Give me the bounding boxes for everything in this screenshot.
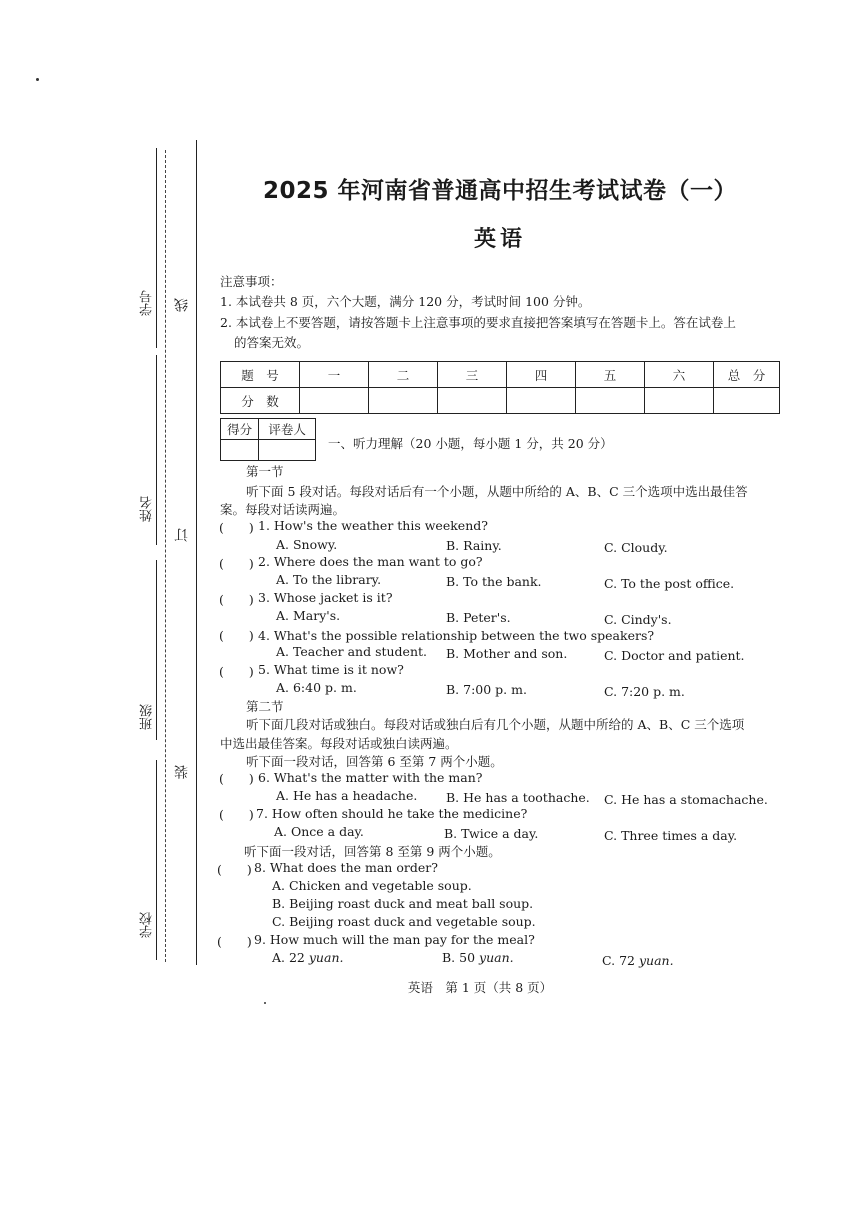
- answer-bracket[interactable]: ( ): [219, 628, 254, 643]
- option-b: B. To the bank.: [446, 574, 542, 589]
- option-c: C. He has a stomachache.: [604, 792, 768, 807]
- lead-in-8-9: 听下面一段对话，回答第 8 至第 9 两个小题。: [244, 844, 501, 859]
- score-cell[interactable]: [645, 388, 714, 414]
- answer-bracket[interactable]: ( ): [219, 592, 254, 607]
- option-a-value: A. 22: [272, 950, 305, 965]
- question-stem: 4. What's the possible relationship between the two speakers?: [258, 628, 655, 643]
- school-label: 学校: [140, 912, 155, 938]
- option-b: B. Twice a day.: [444, 826, 539, 841]
- notice-item-2-cont: 的答案无效。: [234, 335, 310, 350]
- option-b: B. 7:00 p. m.: [446, 682, 527, 697]
- answer-bracket[interactable]: ( ): [219, 664, 254, 679]
- scan-speck: [36, 78, 39, 81]
- option-a: A. Snowy.: [276, 537, 338, 552]
- option-a: A. Mary's.: [276, 608, 341, 623]
- option-c: [602, 953, 674, 968]
- question-stem: 2. Where does the man want to go?: [258, 554, 483, 569]
- option-a: A. Once a day.: [274, 824, 364, 839]
- score-table: [220, 361, 780, 414]
- option-c: C. Beijing roast duck and vegetable soup.: [272, 914, 536, 929]
- option-b-value: B. 50: [442, 950, 476, 965]
- option-c: C. Three times a day.: [604, 828, 738, 843]
- option-c: C. Cindy's.: [604, 612, 672, 627]
- option-b: B. He has a toothache.: [446, 790, 590, 805]
- lead-in-6-7: 听下面一段对话，回答第 6 至第 7 两个小题。: [246, 754, 503, 769]
- school-blank[interactable]: [156, 760, 157, 960]
- score-table-header-cell: 题 号: [221, 362, 300, 388]
- part1-instruction: 听下面 5 段对话。每段对话后有一个小题，从题中所给的 A、B、C 三个选项中选出最佳答: [246, 484, 748, 499]
- answer-bracket[interactable]: ( ): [219, 807, 254, 822]
- option-c: C. 7:20 p. m.: [604, 684, 685, 699]
- answer-bracket[interactable]: ( ): [219, 771, 254, 786]
- question-stem: 3. Whose jacket is it?: [258, 590, 393, 605]
- score-table-header-cell: 六: [645, 362, 714, 388]
- option-c: C. Cloudy.: [604, 540, 668, 555]
- question-stem: 7. How often should he take the medicine?: [256, 806, 528, 821]
- option-b: B. Mother and son.: [446, 646, 568, 661]
- option-a: [272, 950, 343, 965]
- score-cell[interactable]: [714, 388, 780, 414]
- notice-item-1: 1. 本试卷共 8 页，六个大题，满分 120 分，考试时间 100 分钟。: [220, 294, 591, 309]
- binding-dashed-line: [165, 150, 166, 962]
- name-blank[interactable]: [156, 355, 157, 545]
- score-table-header-cell: 四: [507, 362, 576, 388]
- score-cell[interactable]: [369, 388, 438, 414]
- binding-solid-line: [196, 140, 197, 965]
- student-id-label: 学号: [140, 290, 155, 316]
- option-b: B. Rainy.: [446, 538, 502, 553]
- part2-title: 第二节: [246, 699, 284, 714]
- cut-mark-bind: 订: [174, 528, 190, 542]
- name-label: 姓名: [140, 496, 155, 522]
- score-table-header-cell: 三: [438, 362, 507, 388]
- answer-bracket[interactable]: ( ): [219, 556, 254, 571]
- score-table-header-cell: 二: [369, 362, 438, 388]
- option-a: A. 6:40 p. m.: [276, 680, 357, 695]
- cut-mark-line: 线: [174, 298, 190, 312]
- score-table-header-cell: 一: [300, 362, 369, 388]
- grader-score-cell[interactable]: [221, 440, 259, 461]
- question-stem: 1. How's the weather this weekend?: [258, 518, 488, 533]
- option-b: [442, 950, 514, 965]
- grader-name-label: 评卷人: [259, 419, 316, 440]
- score-cell[interactable]: [438, 388, 507, 414]
- grader-box: [220, 418, 316, 461]
- page-footer: 英语 第 1 页（共 8 页）: [407, 980, 553, 995]
- score-table-header-cell: 总 分: [714, 362, 780, 388]
- exam-title: 2025 年河南省普通高中招生考试试卷（一）: [262, 178, 738, 204]
- part2-instruction: 听下面几段对话或独白。每段对话或独白后有几个小题，从题中所给的 A、B、C 三个选项: [246, 717, 745, 732]
- class-label: 班级: [140, 704, 155, 730]
- cut-mark-pack: 装: [174, 765, 190, 779]
- class-blank[interactable]: [156, 560, 157, 740]
- option-a-unit: yuan.: [308, 950, 344, 965]
- question-stem: 8. What does the man order?: [254, 860, 438, 875]
- part2-instruction-cont: 中选出最佳答案。每段对话或独白读两遍。: [220, 736, 458, 751]
- notice-heading: 注意事项：: [220, 274, 283, 289]
- part1-title: 第一节: [246, 464, 284, 479]
- option-a: A. He has a headache.: [276, 788, 418, 803]
- option-b: B. Beijing roast duck and meat ball soup.: [272, 896, 534, 911]
- option-a: A. To the library.: [276, 572, 382, 587]
- scan-speck: [264, 1002, 266, 1004]
- student-id-blank[interactable]: [156, 148, 157, 348]
- question-stem: 5. What time is it now?: [258, 662, 404, 677]
- option-a: A. Chicken and vegetable soup.: [272, 878, 472, 893]
- grader-score-label: 得分: [221, 419, 259, 440]
- option-c-value: C. 72: [602, 953, 635, 968]
- score-table-header-row: [221, 362, 780, 388]
- answer-bracket[interactable]: ( ): [217, 934, 252, 949]
- option-c: C. To the post office.: [604, 576, 735, 591]
- score-cell[interactable]: [300, 388, 369, 414]
- option-c-unit: yuan.: [638, 953, 674, 968]
- option-b-unit: yuan.: [479, 950, 514, 965]
- option-a: A. Teacher and student.: [276, 644, 428, 659]
- grader-name-cell[interactable]: [259, 440, 316, 461]
- answer-bracket[interactable]: ( ): [219, 520, 254, 535]
- answer-bracket[interactable]: ( ): [217, 862, 252, 877]
- score-table-header-cell: 五: [576, 362, 645, 388]
- question-stem: 9. How much will the man pay for the meal?: [254, 932, 535, 947]
- section-title: 一、听力理解（20 小题，每小题 1 分，共 20 分）: [328, 436, 613, 451]
- score-row-label: 分 数: [221, 388, 300, 414]
- option-b: B. Peter's.: [446, 610, 511, 625]
- notice-item-2: 2. 本试卷上不要答题，请按答题卡上注意事项的要求直接把答案填写在答题卡上。答在试卷上: [220, 315, 736, 330]
- score-cell[interactable]: [576, 388, 645, 414]
- part1-instruction-cont: 案。每段对话读两遍。: [220, 502, 346, 517]
- score-table-score-row: [221, 388, 780, 414]
- question-stem: 6. What's the matter with the man?: [258, 770, 483, 785]
- option-c: C. Doctor and patient.: [604, 648, 745, 663]
- subject-title: 英语: [473, 227, 526, 252]
- score-cell[interactable]: [507, 388, 576, 414]
